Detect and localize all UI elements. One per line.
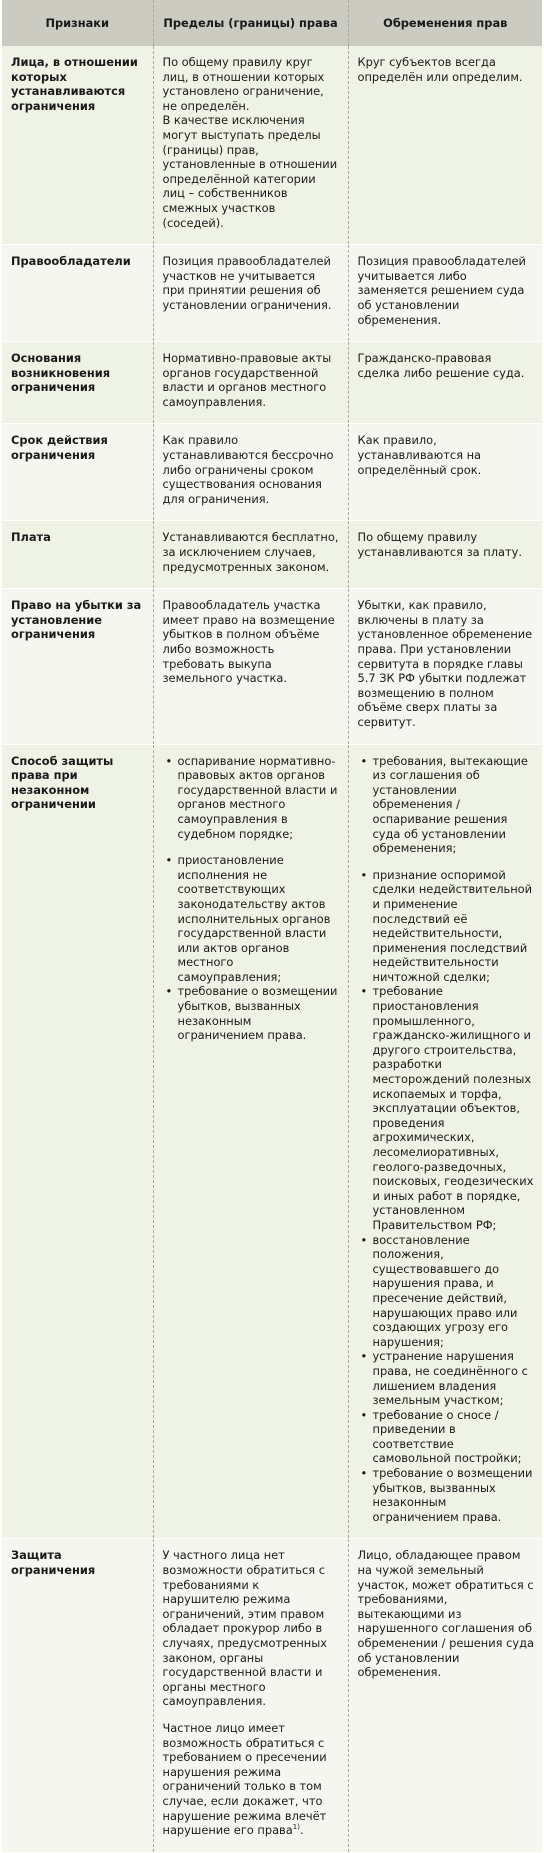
row-label: Срок действия ограничения	[2, 424, 153, 521]
cell-paragraph: Лицо, обладающее правом на чужой земельный участок, может обратиться с требованиями, вытекающими из нарушенного соглашения об обременении / решения суда об установлении обременения.	[357, 1548, 534, 1680]
header-criteria: Признаки	[2, 0, 153, 46]
paragraph-end: .	[299, 1823, 304, 1838]
table-row	[2, 521, 542, 589]
list-item: • требование приостановления промышленного, гражданско-жилищного и другого строительства, разработки месторождений полезных ископаемых и торфа, эксплуатации объектов, проведения агрохимических, лесомелиоративных, геолого-разведочных, поисковых, геодезических и иных работ в порядке, установленном Правительством РФ;	[358, 984, 535, 1232]
header-row	[2, 0, 542, 46]
encumbrances-cell	[348, 1539, 542, 1852]
list-item: • оспаривание нормативно-правовых актов органов государственной власти и органов местного самоуправления в судебном порядке;	[163, 754, 340, 842]
row-label: Правообладатели	[2, 245, 153, 342]
limits-cell	[153, 342, 348, 424]
footnote-mark: 1)	[292, 1823, 300, 1832]
row-label: Основания возникновения ограничения	[2, 342, 153, 424]
encumbrances-cell	[348, 342, 542, 424]
cell-paragraph: Как правило устанавливаются бессрочно либо ограничены сроком существования основания для ограничения.	[162, 433, 334, 506]
cell-paragraph: У частного лица нет возможности обратиться с требованиями к нарушителю режима ограничений, этим правом обладает прокурор либо в случаях, предусмотренных законом, органы государственной власти и органы местного самоуправления.	[162, 1548, 327, 1709]
cell-paragraph: Правообладатель участка имеет право на возмещение убытков в полном объёме либо возможность требовать выкупа земельного участка.	[162, 598, 335, 686]
cell-paragraph: В качестве исключения могут выступать пределы (границы) прав, установленные в отношении определённой категории лиц – собственников смежных участков (соседей).	[162, 113, 338, 230]
bullet-list	[163, 754, 340, 1043]
header-encumbrances: Обременения прав	[348, 0, 542, 46]
encumbrances-cell	[348, 245, 542, 342]
cell-paragraph: Нормативно-правовые акты органов государственной власти и органов местного самоуправления.	[162, 351, 332, 409]
table-row	[2, 245, 542, 342]
encumbrances-cell	[348, 589, 542, 744]
list-item: • требования, вытекающие из соглашения об установлении обременения / оспаривание решения суда об установлении обременения;	[358, 754, 535, 856]
limits-cell	[153, 744, 348, 1539]
list-item: • устранение нарушения права, не соединённого с лишением владения земельным участком;	[358, 1349, 535, 1407]
limits-cell	[153, 521, 348, 589]
list-item: • восстановление положения, существовавшего до нарушения права, и пресечение действий, нарушающих право или создающих угрозу его нарушения;	[358, 1233, 535, 1350]
table-row	[2, 46, 542, 245]
row-label: Способ защиты права при незаконном ограничении	[2, 744, 153, 1539]
cell-paragraph: Как правило, устанавливаются на определённый срок.	[357, 433, 482, 477]
cell-paragraph: Позиция правообладателей учитывается либо заменяется решением суда об установлении обременения.	[357, 254, 526, 327]
cell-paragraph: Позиция правообладателей участков не учитывается при принятии решения об установлении ограничения.	[162, 254, 332, 312]
row-label: Лица, в отношении которых устанавливаются ограничения	[2, 46, 153, 245]
cell-paragraph: По общему правилу устанавливаются за плату.	[357, 530, 522, 560]
list-item: • требование о сносе / приведении в соответствие самовольной постройки;	[358, 1408, 535, 1466]
encumbrances-cell	[348, 521, 542, 589]
encumbrances-cell	[348, 46, 542, 245]
comparison-table	[2, 0, 542, 1853]
limits-cell	[153, 245, 348, 342]
encumbrances-cell	[348, 744, 542, 1539]
limits-cell	[153, 46, 348, 245]
table-row	[2, 424, 542, 521]
table-row	[2, 589, 542, 744]
limits-cell	[153, 1539, 348, 1852]
encumbrances-cell	[348, 424, 542, 521]
list-item: • приостановление исполнения не соответствующих законодательству актов исполнительных органов государственной власти или актов органов местного самоуправления;	[163, 853, 340, 984]
limits-cell	[153, 424, 348, 521]
row-label: Право на убытки за установление ограничения	[2, 589, 153, 744]
cell-paragraph-text: Частное лицо имеет возможность обратиться с требованием о пресечении нарушения режима ограничений только в том случае, если докажет, что нарушение режима влечёт нарушение его права	[162, 1720, 327, 1838]
limits-cell	[153, 589, 348, 744]
table-row	[2, 744, 542, 1539]
cell-paragraph: По общему правилу круг лиц, в отношении которых установлено ограничение, не определён.	[162, 55, 325, 113]
list-item: • требование о возмещении убытков, вызванных незаконным ограничением права.	[163, 984, 340, 1042]
row-label: Плата	[2, 521, 153, 589]
row-label: Защита ограничения	[2, 1539, 153, 1852]
header-limits: Пределы (границы) права	[153, 0, 348, 46]
table-row	[2, 1539, 542, 1852]
cell-paragraph: Круг субъектов всегда определён или определим.	[357, 55, 523, 84]
list-item: • требование о возмещении убытков, вызванных незаконным ограничением права.	[358, 1466, 535, 1524]
cell-paragraph-footnoted	[163, 1721, 340, 1838]
cell-paragraph: Убытки, как правило, включены в плату за установленное обременение права. При установлении сервитута в порядке главы 5.7 ЗК РФ убытки подлежат возмещению в полном объёме сверх платы за сервитут.	[357, 598, 533, 729]
table-row	[2, 342, 542, 424]
bullet-list	[358, 754, 535, 1525]
list-item: • признание оспоримой сделки недействительной и применение последствий её недействительности, применения последствий недействительности ничтожной сделки;	[358, 868, 535, 985]
cell-paragraph: Устанавливаются бесплатно, за исключением случаев, предусмотренных законом.	[162, 530, 339, 574]
cell-paragraph: Гражданско-правовая сделка либо решение суда.	[357, 351, 525, 380]
